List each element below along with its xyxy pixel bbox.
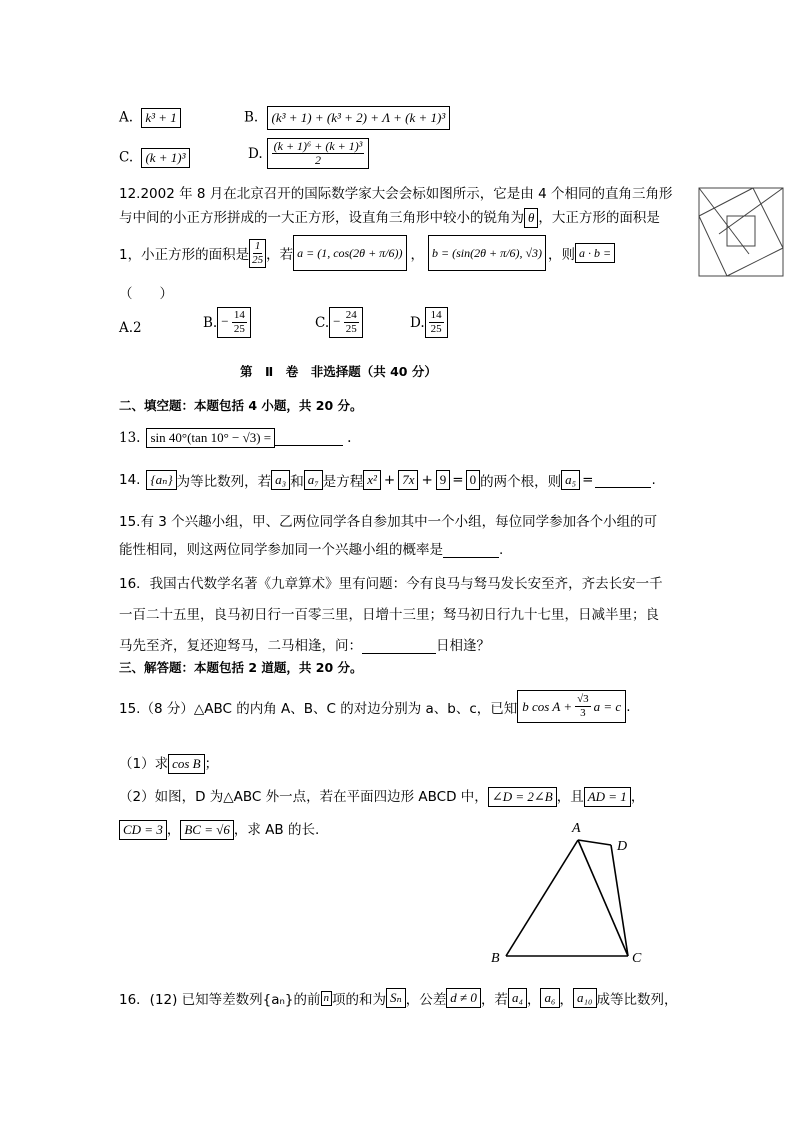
period: . bbox=[651, 472, 656, 488]
math-expr: (k³ + 1) + (k³ + 2) + Λ + (k + 1)³ bbox=[267, 106, 451, 130]
sum-sn: Sₙ bbox=[386, 988, 406, 1008]
text: （2）如图，D 为△ABC 外一点，若在平面四边形 ABCD 中， bbox=[119, 789, 488, 805]
period: . bbox=[626, 698, 631, 715]
text: ， bbox=[559, 992, 573, 1008]
q13 bbox=[119, 428, 351, 448]
fraction-numerator: 1 bbox=[254, 239, 261, 252]
plus-sign: + bbox=[421, 472, 433, 488]
fraction-numerator: 14 bbox=[233, 309, 245, 321]
fraction-denominator: 25 bbox=[233, 323, 245, 335]
fraction-numerator: (k + 1)⁶ + (k + 1)³ bbox=[273, 139, 363, 153]
q16-solve-line-1 bbox=[119, 988, 678, 1008]
q16-fill-line-3 bbox=[119, 634, 490, 654]
term-a5: a₅ bbox=[561, 470, 580, 490]
text: 是方程 bbox=[322, 474, 364, 490]
diagonal-ac bbox=[578, 840, 628, 956]
text: 16．(12) 已知等差数列{aₙ}的前 bbox=[119, 992, 321, 1008]
option-label: C. bbox=[119, 149, 134, 166]
question-number: 14. bbox=[119, 472, 141, 488]
cd-length: CD = 3 bbox=[119, 820, 167, 840]
label-d: D bbox=[617, 839, 628, 854]
dot-product: a · b = bbox=[575, 243, 615, 263]
text: 的两个根，则 bbox=[480, 474, 562, 490]
q16-fill-line-2: 一百二十五里，良马初日行一百零三里，日增十三里；驽马初日行九十七里，日减半里；良 bbox=[119, 607, 659, 623]
q14 bbox=[119, 470, 656, 490]
equals-sign: = bbox=[452, 472, 464, 488]
q12-option-d bbox=[410, 307, 448, 338]
text: 与中间的小正方形拼成的一大正方形，设直角三角形中较小的锐角为 bbox=[119, 210, 524, 226]
option-label: D. bbox=[410, 314, 425, 331]
fraction-numerator: √3 bbox=[577, 693, 589, 705]
text: ，公差 bbox=[405, 992, 447, 1008]
q12-line-2 bbox=[119, 206, 660, 228]
text: ，大正方形的面积是 bbox=[538, 210, 660, 226]
answer-blank[interactable] bbox=[595, 473, 651, 488]
fraction-denominator: 25 bbox=[345, 323, 357, 335]
math-fraction bbox=[249, 239, 266, 268]
option-label: B. bbox=[244, 109, 259, 126]
text: = bbox=[582, 472, 594, 488]
text: 项的和为 bbox=[332, 992, 387, 1008]
part2-title: 第 Ⅱ 卷 非选择题（共 40 分） bbox=[240, 364, 437, 379]
minus-sign: − bbox=[333, 313, 341, 329]
text: 和 bbox=[290, 474, 304, 490]
answer-blank[interactable] bbox=[362, 639, 436, 654]
period: . bbox=[499, 542, 504, 558]
math-fraction bbox=[217, 307, 251, 338]
text: 为等比数列，若 bbox=[176, 474, 272, 490]
constant-zero: 0 bbox=[466, 470, 481, 490]
label-a: A bbox=[572, 821, 581, 836]
term-a10: a₁₀ bbox=[573, 988, 597, 1008]
math-fraction bbox=[329, 307, 363, 338]
option-label: A. bbox=[119, 109, 134, 126]
triangle-lines bbox=[699, 188, 783, 276]
math-expr: (k + 1)³ bbox=[141, 148, 189, 168]
fraction-denominator: 25 bbox=[430, 323, 442, 335]
equation-left: b cos A + bbox=[522, 698, 573, 714]
q12-option-c bbox=[315, 307, 363, 338]
vector-b: b = (sin(2θ + π/6), √3) bbox=[428, 235, 546, 271]
term-a6: a₆ bbox=[540, 988, 559, 1008]
text: ，且 bbox=[556, 789, 584, 805]
text: 马先至齐，复还迎驽马，二马相逢，问： bbox=[119, 638, 362, 654]
fraction-denominator: 3 bbox=[580, 707, 586, 719]
text: ，若 bbox=[480, 992, 508, 1008]
math-fraction bbox=[425, 307, 448, 338]
fraction-numerator: 24 bbox=[345, 309, 357, 321]
math-fraction bbox=[267, 138, 370, 169]
equation-right: a = c bbox=[593, 698, 622, 714]
n-symbol: n bbox=[321, 991, 333, 1006]
q15-fill-line-2 bbox=[119, 538, 503, 558]
q15-part-1 bbox=[119, 752, 218, 774]
minus-sign: − bbox=[221, 313, 229, 329]
period: . bbox=[347, 430, 352, 446]
text: 1，小正方形的面积是 bbox=[119, 247, 250, 263]
term-a7: a₇ bbox=[304, 470, 323, 490]
q12-option-a: A.2 bbox=[119, 320, 142, 336]
q12-pinwheel-figure bbox=[697, 186, 785, 278]
q11-option-d bbox=[248, 138, 369, 169]
q11-option-c bbox=[119, 148, 190, 168]
label-c: C bbox=[632, 951, 642, 966]
term-a4: a₄ bbox=[508, 988, 527, 1008]
text: 日相逢？ bbox=[436, 638, 490, 654]
text: ， bbox=[630, 789, 645, 805]
text: ； bbox=[204, 756, 219, 772]
plus-sign: + bbox=[383, 472, 396, 488]
q12-answer-paren: （ ） bbox=[119, 286, 173, 302]
given-equation bbox=[517, 690, 626, 723]
text: ， bbox=[526, 992, 541, 1008]
constant-nine: 9 bbox=[436, 470, 451, 490]
q12-line-3 bbox=[119, 235, 615, 271]
q15-fill-line-1: 15.有 3 个兴趣小组，甲、乙两位同学各自参加其中一个小组，每位同学参加各个小组的可 bbox=[119, 514, 658, 530]
text: ，求 AB 的长. bbox=[233, 822, 320, 838]
q16-fill-line-1: 16．我国古代数学名著《九章算术》里有问题：今有良马与驽马发长安至齐，齐去长安一千 bbox=[119, 576, 663, 592]
cos-b: cos B bbox=[168, 754, 205, 774]
theta-symbol: θ bbox=[524, 208, 538, 228]
answer-blank[interactable] bbox=[443, 543, 499, 558]
fraction-denominator: 2 bbox=[314, 153, 321, 167]
math-expr: k³ + 1 bbox=[141, 108, 180, 128]
seven-x: 7x bbox=[398, 470, 418, 490]
text: ， bbox=[410, 247, 425, 263]
q15-solve-line-1 bbox=[119, 690, 631, 723]
q11-option-a bbox=[119, 108, 181, 128]
quadrilateral-abcd-figure bbox=[486, 816, 656, 972]
q12-line-1: 12.2002 年 8 月在北京召开的国际数学家大会会标如图所示，它是由 4 个相同的直角三角形 bbox=[119, 186, 673, 202]
text: 15.（8 分）△ABC 的内角 A、B、C 的对边分别为 a、b、c，已知 bbox=[119, 700, 518, 717]
ad-length: AD = 1 bbox=[584, 787, 631, 807]
q12-option-b bbox=[203, 307, 251, 338]
q15-part-2-line-2 bbox=[119, 818, 319, 840]
fraction-numerator: 14 bbox=[430, 309, 442, 321]
option-label: B. bbox=[203, 314, 218, 331]
side-ad bbox=[578, 840, 611, 845]
question-number: 13. bbox=[119, 430, 141, 446]
angle-condition: ∠D = 2∠B bbox=[488, 787, 557, 807]
option-label: C. bbox=[315, 314, 330, 331]
text: （1）求 bbox=[119, 756, 169, 772]
section3-title: 三、解答题：本题包括 2 道题，共 20 分。 bbox=[119, 660, 363, 675]
sequence-symbol: {aₙ} bbox=[146, 470, 176, 490]
text: ，则 bbox=[548, 247, 576, 263]
outer-square bbox=[699, 188, 783, 276]
text: ，若 bbox=[266, 247, 294, 263]
q11-option-b bbox=[244, 106, 450, 130]
bc-length: BC = √6 bbox=[180, 820, 234, 840]
term-a3: a₃ bbox=[271, 470, 290, 490]
common-difference: d ≠ 0 bbox=[446, 988, 481, 1008]
answer-blank[interactable] bbox=[275, 431, 343, 446]
text: 成等比数列， bbox=[596, 992, 678, 1008]
math-expr: sin 40°(tan 10° − √3) = bbox=[146, 428, 275, 448]
vector-a: a = (1, cos(2θ + π/6)) bbox=[293, 235, 406, 271]
side-ab bbox=[506, 840, 578, 956]
text: 能性相同，则这两位同学参加同一个兴趣小组的概率是 bbox=[119, 542, 443, 558]
q15-part-2-line-1 bbox=[119, 785, 644, 807]
side-dc bbox=[611, 845, 628, 956]
x-squared: x² bbox=[363, 470, 381, 490]
fraction-denominator: 25 bbox=[252, 253, 264, 266]
text: ， bbox=[166, 822, 181, 838]
section2-title: 二、填空题：本题包括 4 小题，共 20 分。 bbox=[119, 398, 363, 413]
label-b: B bbox=[491, 951, 500, 966]
option-label: D. bbox=[248, 145, 263, 162]
